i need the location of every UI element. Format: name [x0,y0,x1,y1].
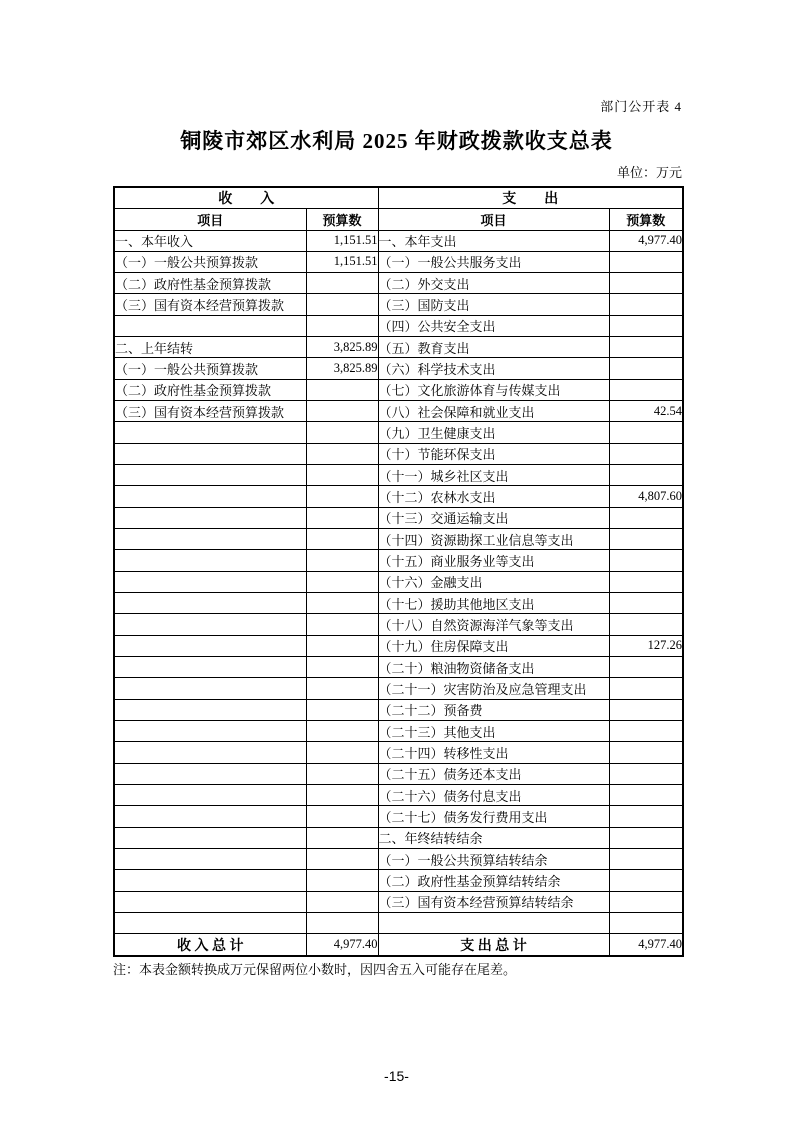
expense-item-cell: 二、年终结转结余 [378,827,609,848]
table-row [114,742,683,763]
income-item-cell [114,678,306,699]
income-item-cell [114,507,306,528]
table-row [114,315,683,336]
table-row [114,443,683,464]
unit-label: 单位：万元 [616,165,682,180]
expense-item-cell: （二十七）债务发行费用支出 [378,806,609,827]
expense-item-cell: （十二）农林水支出 [378,486,609,507]
income-budget-cell [306,507,378,528]
table-row [114,465,683,486]
income-item-cell [114,550,306,571]
expense-budget-cell [609,422,683,443]
expense-budget-cell [609,507,683,528]
expense-item-column-header: 项目 [378,209,609,231]
income-item-cell: 一、本年收入 [114,230,306,251]
expense-budget-cell [609,614,683,635]
expense-budget-cell [609,913,683,934]
expense-budget-cell [609,529,683,550]
income-item-cell [114,657,306,678]
income-item-cell: （三）国有资本经营预算拨款 [114,401,306,422]
table-row [114,657,683,678]
income-budget-cell [306,294,378,315]
expense-item-cell: （二十六）债务付息支出 [378,785,609,806]
income-budget-cell [306,635,378,656]
income-section-header: 收 入 [114,187,378,209]
income-budget-cell [306,763,378,784]
table-row [114,550,683,571]
income-item-cell [114,742,306,763]
expense-budget-cell [609,849,683,870]
income-item-cell [114,593,306,614]
page-title: 铜陵市郊区水利局 2025 年财政拨款收支总表 [180,129,613,153]
expense-item-cell: （一）一般公共服务支出 [378,251,609,272]
total-row [114,934,683,956]
income-budget-cell [306,657,378,678]
expense-budget-cell: 127.26 [609,635,683,656]
page-number: -15- [384,1068,409,1084]
table-row [114,849,683,870]
table-row [114,422,683,443]
expense-item-cell: （二十）粮油物资储备支出 [378,657,609,678]
expense-item-cell: （十一）城乡社区支出 [378,465,609,486]
column-header-row [114,209,683,231]
expense-budget-cell [609,827,683,848]
table-row [114,699,683,720]
income-item-cell [114,529,306,550]
income-item-cell [114,614,306,635]
income-item-cell: 二、上年结转 [114,337,306,358]
income-budget-cell [306,827,378,848]
income-item-cell [114,763,306,784]
expense-budget-cell [609,593,683,614]
expense-budget-cell: 4,807.60 [609,486,683,507]
income-budget-cell [306,678,378,699]
expense-item-cell: （四）公共安全支出 [378,315,609,336]
income-total-label: 收 入 总 计 [114,934,306,956]
income-budget-cell [306,891,378,912]
expense-item-cell: （十七）援助其他地区支出 [378,593,609,614]
expense-item-cell: （十四）资源勘探工业信息等支出 [378,529,609,550]
income-item-cell [114,891,306,912]
income-item-cell: （一）一般公共预算拨款 [114,358,306,379]
income-item-cell: （二）政府性基金预算拨款 [114,273,306,294]
expense-budget-cell [609,870,683,891]
table-row [114,486,683,507]
expense-budget-cell [609,721,683,742]
expense-budget-cell: 4,977.40 [609,230,683,251]
expense-budget-cell [609,657,683,678]
income-budget-cell [306,849,378,870]
income-budget-cell [306,806,378,827]
expense-budget-cell: 42.54 [609,401,683,422]
expense-item-cell: 一、本年支出 [378,230,609,251]
table-row [114,401,683,422]
table-row [114,891,683,912]
income-budget-cell [306,870,378,891]
expense-budget-cell [609,678,683,699]
table-row [114,379,683,400]
income-budget-cell: 1,151.51 [306,251,378,272]
expense-item-cell: （九）卫生健康支出 [378,422,609,443]
expense-budget-cell [609,379,683,400]
table-row [114,294,683,315]
income-budget-cell [306,273,378,294]
expense-item-cell: （十九）住房保障支出 [378,635,609,656]
expense-item-cell: （十三）交通运输支出 [378,507,609,528]
expense-item-cell: （二）政府性基金预算结转结余 [378,870,609,891]
expense-item-cell: （二十三）其他支出 [378,721,609,742]
income-budget-cell [306,699,378,720]
table-row [114,273,683,294]
income-item-cell [114,806,306,827]
income-budget-cell [306,571,378,592]
table-row [114,358,683,379]
table-row [114,337,683,358]
expense-item-cell: （二十四）转移性支出 [378,742,609,763]
expense-total-value: 4,977.40 [609,934,683,956]
income-budget-cell [306,550,378,571]
income-item-cell [114,913,306,934]
expense-item-cell: （一）一般公共预算结转结余 [378,849,609,870]
expense-item-cell: （二）外交支出 [378,273,609,294]
income-budget-cell [306,486,378,507]
expense-budget-cell [609,273,683,294]
budget-table [113,186,684,957]
table-row [114,827,683,848]
income-item-cell [114,827,306,848]
income-item-cell [114,870,306,891]
table-row [114,678,683,699]
table-body [114,230,683,934]
income-budget-cell [306,742,378,763]
expense-total-label: 支 出 总 计 [378,934,609,956]
table-row [114,529,683,550]
income-item-cell [114,699,306,720]
table-row [114,913,683,934]
corner-table-label: 部门公开表 4 [600,99,682,114]
expense-budget-cell [609,294,683,315]
expense-budget-column-header: 预算数 [609,209,683,231]
income-item-cell [114,571,306,592]
income-budget-cell: 1,151.51 [306,230,378,251]
expense-item-cell: （二十一）灾害防治及应急管理支出 [378,678,609,699]
income-item-cell: （三）国有资本经营预算拨款 [114,294,306,315]
income-item-cell [114,465,306,486]
expense-budget-cell [609,251,683,272]
income-item-column-header: 项目 [114,209,306,231]
table-row [114,806,683,827]
table-row [114,785,683,806]
income-budget-cell [306,315,378,336]
income-item-cell [114,422,306,443]
expense-item-cell: （三）国有资本经营预算结转结余 [378,891,609,912]
income-item-cell [114,315,306,336]
expense-item-cell: （八）社会保障和就业支出 [378,401,609,422]
expense-item-cell: （二十二）预备费 [378,699,609,720]
expense-budget-cell [609,763,683,784]
income-item-cell [114,849,306,870]
section-header-row [114,187,683,209]
table-row [114,614,683,635]
table-row [114,230,683,251]
table-row [114,571,683,592]
expense-budget-cell [609,443,683,464]
income-budget-cell [306,614,378,635]
expense-item-cell: （十六）金融支出 [378,571,609,592]
expense-budget-cell [609,550,683,571]
income-item-cell [114,721,306,742]
expense-budget-cell [609,315,683,336]
table-row [114,721,683,742]
expense-item-cell [378,913,609,934]
expense-budget-cell [609,337,683,358]
income-budget-cell: 3,825.89 [306,337,378,358]
expense-item-cell: （六）科学技术支出 [378,358,609,379]
income-budget-cell [306,379,378,400]
income-item-cell: （二）政府性基金预算拨款 [114,379,306,400]
footnote: 注：本表金额转换成万元保留两位小数时，因四舍五入可能存在尾差。 [113,962,517,977]
expense-item-cell: （三）国防支出 [378,294,609,315]
table-row [114,593,683,614]
income-budget-cell [306,401,378,422]
table-row [114,507,683,528]
expense-budget-cell [609,891,683,912]
expense-item-cell: （十五）商业服务业等支出 [378,550,609,571]
expense-item-cell: （五）教育支出 [378,337,609,358]
income-budget-cell [306,443,378,464]
income-item-cell: （一）一般公共预算拨款 [114,251,306,272]
expense-item-cell: （七）文化旅游体育与传媒支出 [378,379,609,400]
income-item-cell [114,443,306,464]
expense-item-cell: （二十五）债务还本支出 [378,763,609,784]
income-budget-cell [306,913,378,934]
income-budget-cell [306,465,378,486]
income-budget-cell [306,422,378,443]
income-total-value: 4,977.40 [306,934,378,956]
income-budget-cell [306,529,378,550]
table-row [114,870,683,891]
expense-item-cell: （十八）自然资源海洋气象等支出 [378,614,609,635]
income-budget-cell [306,593,378,614]
expense-budget-cell [609,806,683,827]
table-row [114,763,683,784]
expense-budget-cell [609,699,683,720]
income-item-cell [114,486,306,507]
income-budget-cell [306,785,378,806]
expense-budget-cell [609,742,683,763]
income-budget-cell [306,721,378,742]
expense-section-header: 支 出 [378,187,683,209]
expense-budget-cell [609,571,683,592]
table-row [114,635,683,656]
income-item-cell [114,785,306,806]
income-budget-column-header: 预算数 [306,209,378,231]
expense-budget-cell [609,785,683,806]
table-row [114,251,683,272]
expense-budget-cell [609,358,683,379]
expense-budget-cell [609,465,683,486]
income-item-cell [114,635,306,656]
income-budget-cell: 3,825.89 [306,358,378,379]
expense-item-cell: （十）节能环保支出 [378,443,609,464]
